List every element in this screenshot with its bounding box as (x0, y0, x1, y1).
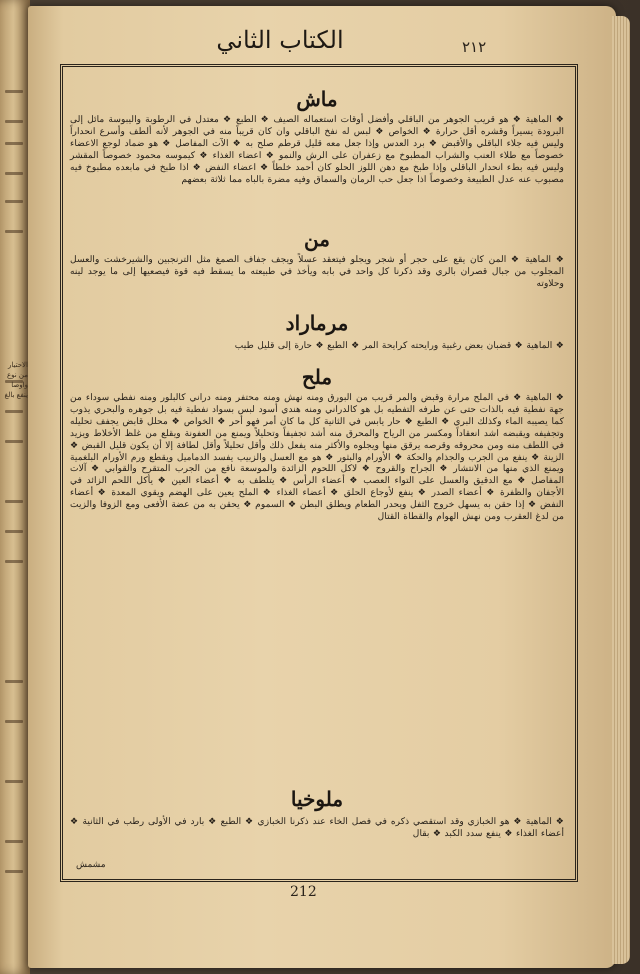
entry-body-mash (70, 114, 564, 187)
entry-heading-mulukhiya (70, 786, 564, 812)
page-number-top: ٢١٢ (462, 38, 487, 56)
section-text: ❖ الماهية ❖ في الملح مرارة وقبض والمر قريب من البورق ومنه نهش ومنه محتفر ومنه دراني كالبلور ومنه نفطي سوداء من جهة نفطية فيه بالذات حتى عن طرفه التفطيه بل هو كالدراني ومنه هندي أسود لبس بسواد نفطية فيه بل جوهره والبحري يذوب كما يصيبه الماء وكذلك البري ❖ الطبع ❖ حار يابس في الثانية كل ما كان أمر فهو أحر ❖ الخواص ❖ محلل قابض يجفف تحليله وتجفيفه ويقبضه اشد انعقاداً ومكسر من الرياح والمحرق منه أشد تجفيفاً وتحليلاً ويمنع من العفونة ويقلع من غلظ الأخلاط ويزيد في اللطف منه ومن محروقه وقرصه يرقق منها ويجلوه والأكثر منه يفعل ذلك وأقل تحليلاً وأقل لطافة إلا أن يكون قليل القبض ❖ الزينة ❖ ينفع من الجرب والجذام والحكة ❖ الأورام والبثور ❖ هو مع العسل والزبيب يفسد الدماميل ويقطع ورم الأورام البلغمية ويمنع الذي منها من الانتشار ❖ الجراح والقروح ❖ لاكل اللحوم الزائدة والموسعة نافع من الجرب المتقرح والقوابي ❖ آلات المفاصل ❖ مع الدقيق والعسل على التواء العصب ❖ أعضاء الرأس ❖ يتلطف به ❖ أعضاء العين ❖ يأكل اللحم الزائد في الأجفان والظفرة ❖ أعضاء الصدر ❖ ينفع لأوجاع الحلق ❖ أعضاء الغذاء ❖ الملح يعين على الهضم ويقوي المعدة ❖ أعضاء النفض ❖ إذا حقن به يسهل خروج الثفل ويحدر الطعام ويطلق البطن ❖ السموم ❖ يحقن به من عضة الأفعى ومع الزوفا والزيت من لدغ العقرب ومن نهش الهوام والقطاة القتال (70, 392, 564, 523)
section-text: ❖ الماهية ❖ هو قريب الجوهر من الباقلي وأفضل أوقات استعماله الصيف ❖ الطبع ❖ معتدل في الرطوبة واليبوسة مائل إلى البرودة يسيراً وقشره أقل حرارة ❖ الخواص ❖ لبس له نفخ الباقلي وان كان قريباً منه في الجوهر لأنه ألطف وأسرع انحداراً وليس فيه جلاء الباقلي والأقبض ❖ برد العدس وإذا جعل معه قليل قرطم صلح به ❖ الآت المفاصل ❖ هو ضماد لوجع الاعضاء خصوصاً مع طلاء العنب والشراب المطبوخ مع زعفران على الرش والنمو ❖ اعضاء الغذاء ❖ كيموسه محمود خصوصاً المقشر وليس فيه بطء انحدار الباقلي وإذا طبخ مع دهن اللوز الحلو كان أحمد خلطاً ❖ اعضاء النفض ❖ اذا طبخ في مابعده مطبوخ فيه مصبوب عنه عدل الطبيعة وخصوصاً اذا جعل حب الرمان والسماق وفيه مضرة بالباه مما ثلاثة بعضهم (70, 114, 564, 185)
text-block (70, 74, 564, 870)
section-text: ❖ الماهية ❖ هو الخبازي وقد استقصي ذكره في فصل الخاء عند ذكرنا الخبازي ❖ الطبع ❖ بارد في الأولى رطب في الثانية ❖ أعضاء الغذاء ❖ ينفع سدد الكبد ❖ بقال (70, 816, 564, 839)
running-title: الكتاب الثاني (216, 26, 344, 54)
section-heading: من (304, 227, 330, 251)
marginal-notes: الاحتيار من نوع واوصا ينفع بالغ (4, 361, 28, 399)
entry-heading-marmarad (70, 310, 564, 336)
page-number-bottom: 212 (290, 884, 317, 900)
entry-body-mann (70, 254, 564, 292)
entry-heading-mann (70, 226, 564, 252)
entry-heading-milh (70, 364, 564, 390)
page-stack-edge (612, 16, 630, 964)
catchword: مشمش (76, 860, 106, 870)
section-heading: ملح (301, 365, 333, 389)
section-text: ❖ الماهية ❖ قضبان بعض رغبية ورايحته كرايحة المر ❖ الطبع ❖ حارة إلى قليل طيب (234, 340, 564, 351)
entry-body-mulukhiya (70, 816, 564, 842)
entry-body-marmarad (70, 340, 564, 354)
section-heading: ماش (296, 87, 338, 111)
section-heading: مرماراد (285, 311, 349, 335)
entry-body-milh (70, 392, 564, 525)
section-heading: ملوخيا (290, 787, 344, 811)
section-text: ❖ الماهية ❖ المن كان يقع على حجر أو شجر ويجلو فيتعقد عسلاً ويجف جفاف الصمغ مثل الترنجبين والشيرخشت والعسل المجلوب من جبال قصران بالري وقد ذكرنا كل واحد في بابه ويأخذ في طبيعته ما يسقط فيه قوة فيصعيها إلى ما يوجد لينه وحلاوته (70, 254, 564, 289)
entry-heading-mash (70, 86, 564, 112)
